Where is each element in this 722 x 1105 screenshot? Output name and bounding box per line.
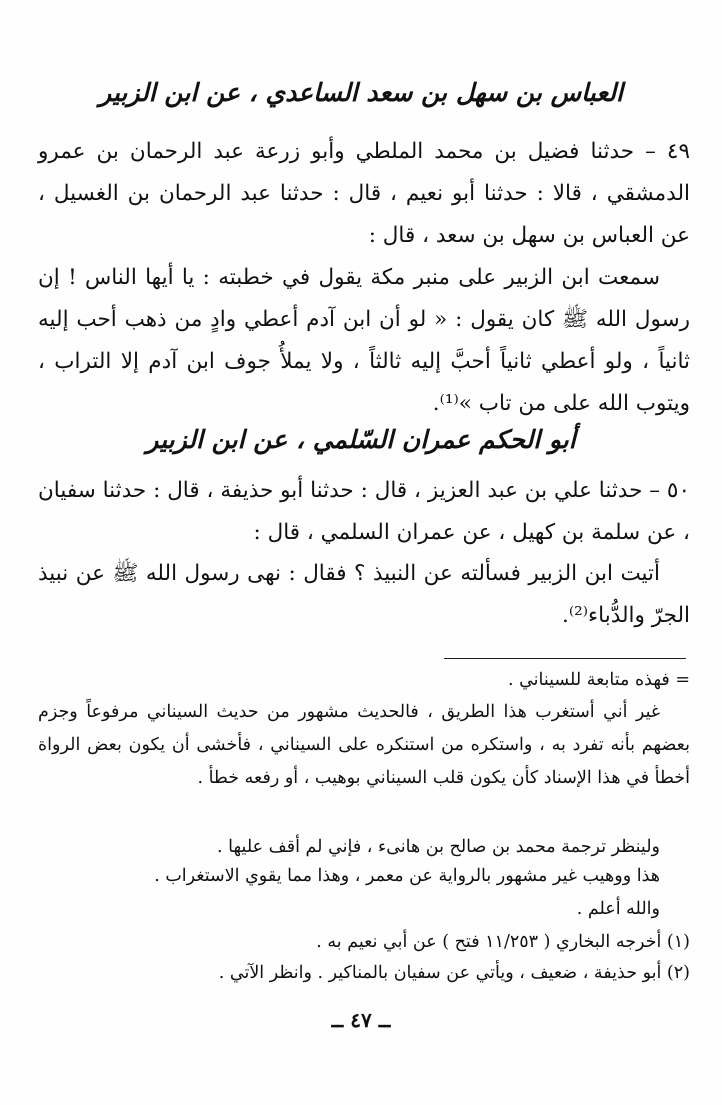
section-heading-imran-al-sulami: أبو الحكم عمران السّلمي ، عن ابن الزبير (146, 425, 576, 454)
footnote-continued-paragraph: ولينظر ترجمة محمد بن صالح بن هانىء ، فإني لم أقف عليها . (217, 837, 660, 857)
footnote-divider (444, 658, 686, 659)
hadith-49-text: سمعت ابن الزبير على منبر مكة يقول في خطبته : يا أيها الناس ! إن رسول الله ﷺ كان يقول : « لو أن ابن آدم أعطي وادٍ من ذهب أحب إليه ثانياً ، ولو أعطي ثانياً أحبَّ إليه ثالثاً ، ولا يملأُ جوف ابن آدم إلا التراب ، ويتوب الله على من تاب »⁽¹⁾. (38, 265, 690, 416)
page-number: ــ ٤٧ ــ (331, 1008, 391, 1032)
footnote-continued-paragraph: والله أعلم . (576, 899, 660, 919)
footnote-continued-line: = فهذه متابعة للسيناني . (507, 670, 690, 690)
footnote-continued-paragraph: هذا ووهيب غير مشهور بالرواية عن معمر ، وهذا مما يقوي الاستغراب . (154, 866, 660, 886)
footnote-2: (٢) أبو حذيفة ، ضعيف ، ويأتي عن سفيان بالمناكير . وانظر الآتي . (218, 963, 690, 983)
hadith-49-chain: ٤٩ – حدثنا فضيل بن محمد الملطي وأبو زرعة عبد الرحمان بن عمرو الدمشقي ، قالا : حدثنا أبو نعيم ، قال : حدثنا عبد الرحمان بن الغسيل ، عن العباس بن سهل بن سعد ، قال : (38, 139, 690, 248)
hadith-50-text: أتيت ابن الزبير فسألته عن النبيذ ؟ فقال : نهى رسول الله ﷺ عن نبيذ الجرّ والدُّباء⁽²⁾. (38, 561, 690, 628)
hadith-50-chain: ٥٠ – حدثنا علي بن عبد العزيز ، قال : حدثنا أبو حذيفة ، قال : حدثنا سفيان ، عن سلمة بن كهيل ، عن عمران السلمي ، قال : (38, 478, 690, 545)
section-heading-al-abbas: العباس بن سهل بن سعد الساعدي ، عن ابن الزبير (99, 78, 623, 107)
footnote-continued-paragraph: غير أني أستغرب هذا الطريق ، فالحديث مشهور من حديث السيناني مرفوعاً وجزم بعضهم بأنه تفرد به ، واستكره من استنكره على السيناني ، فأخشى أن يكون بعض الرواة أخطأ في هذا الإسناد كأن يكون قلب السيناني بوهيب ، أو رفعه خطأ . (38, 702, 690, 788)
footnote-1: (١) أخرجه البخاري ( ١١/٢٥٣ فتح ) عن أبي نعيم به . (316, 932, 690, 952)
